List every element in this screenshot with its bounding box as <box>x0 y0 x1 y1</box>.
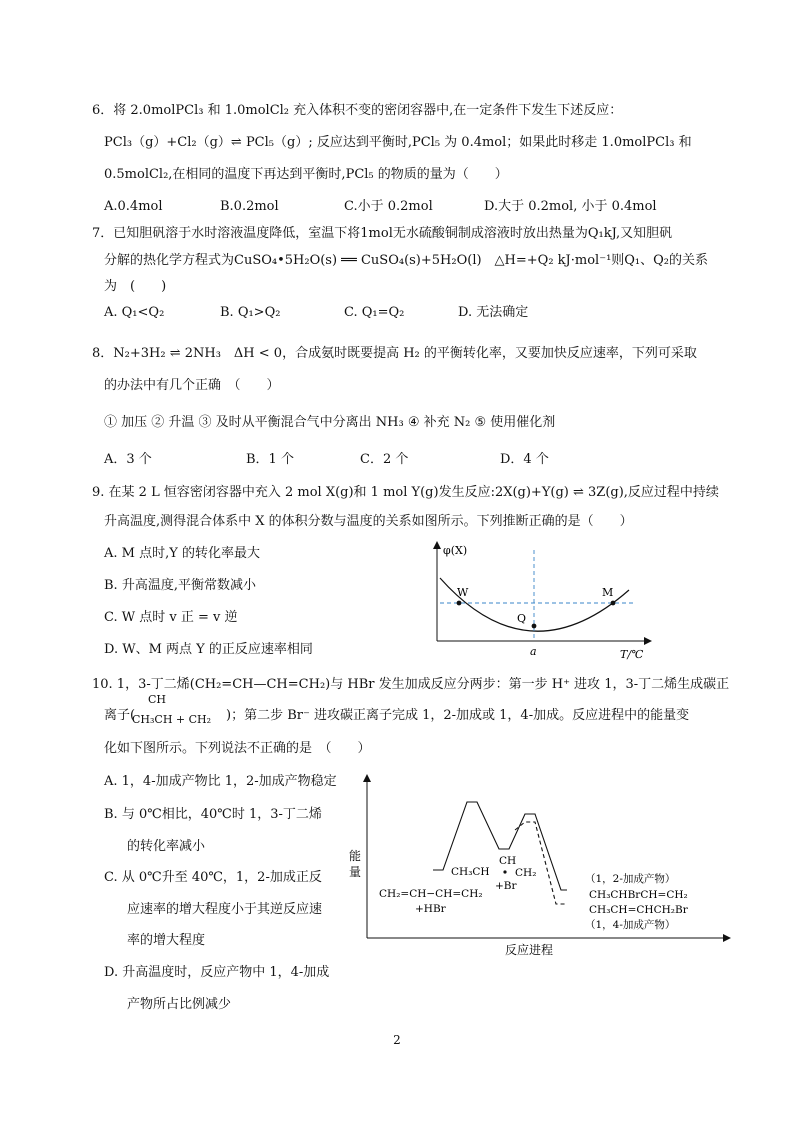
intermediate-right: CH₂ <box>515 867 537 879</box>
q10-line2-end: )；第二步 Br⁻ 进攻碳正离子完成 1，2-加成或 1，4-加成。反应进程中的能量变 <box>226 708 690 723</box>
q9-option-b: B. 升高温度,平衡常数减小 <box>104 578 256 593</box>
x-tick-a: a <box>530 645 537 658</box>
q6-option-c: C.小于 0.2mol <box>344 199 433 214</box>
q7-option-d: D. 无法确定 <box>458 305 529 320</box>
point-m <box>611 601 616 606</box>
intermediate-br: +Br <box>495 880 517 892</box>
intermediate-top: CH <box>499 855 517 867</box>
q10-line1: 10. 1，3-丁二烯(CH₂=CH—CH=CH₂)与 HBr 发生加成反应分两步：第一步 H⁺ 进攻 1，3-丁二烯生成碳正 <box>92 677 730 692</box>
q9-option-c: C. W 点时 v 正 = v 逆 <box>104 610 238 625</box>
q10-option-c-line1: C. 从 0℃升至 40℃，1，2-加成正反 <box>104 870 322 885</box>
x-axis-label: T/℃ <box>620 648 644 661</box>
phi-curve <box>440 578 629 631</box>
q10-option-b-line1: B. 与 0℃相比，40℃时 1，3-丁二烯 <box>104 807 322 822</box>
cation-top: CH <box>148 693 167 706</box>
energy-profile-dashed <box>515 822 567 904</box>
q8-line1: 8．N₂+3H₂ ⇌ 2NH₃ ΔH < 0，合成氨时既要提高 H₂ 的平衡转化率，又要加快反应速率，下列可采取 <box>92 346 697 361</box>
q7-option-b: B. Q₁>Q₂ <box>220 305 281 320</box>
point-w-label: W <box>457 586 469 599</box>
q6-option-b: B.0.2mol <box>220 199 279 214</box>
q6-line3: 0.5molCl₂,在相同的温度下再达到平衡时,PCl₅ 的物质的量为（ ） <box>104 167 508 182</box>
q10-option-d-line1: D. 升高温度时，反应产物中 1，4-加成 <box>104 965 330 980</box>
q8-line3: ① 加压 ② 升温 ③ 及时从平衡混合气中分离出 NH₃ ④ 补充 N₂ ⑤ 使用催化剂 <box>104 415 556 430</box>
q10-option-b-line2: 的转化率减小 <box>127 839 206 854</box>
product-12-formula: CH₃CHBrCH=CH₂ <box>589 889 688 901</box>
point-w <box>457 601 462 606</box>
q8-option-d: D．4 个 <box>500 452 549 467</box>
cation-bottom: CH₃CH + CH₂ <box>132 713 212 726</box>
q9-line2: 升高温度,测得混合体系中 X 的体积分数与温度的关系如图所示。下列推断正确的是（ ） <box>104 514 633 529</box>
reactant-formula: CH₂=CH−CH=CH₂ <box>379 888 483 900</box>
intermediate-left: CH₃CH <box>451 866 490 878</box>
q6-line1: 6．将 2.0molPCl₃ 和 1.0molCl₂ 充入体积不变的密闭容器中,在一定条件下发生下述反应： <box>92 103 623 118</box>
q7-option-a: A. Q₁<Q₂ <box>104 305 165 320</box>
q6-line2: PCl₃（g）+Cl₂（g）⇌ PCl₅（g）; 反应达到平衡时,PCl₅ 为 0.4mol；如果此时移走 1.0molPCl₃ 和 <box>104 135 692 150</box>
y-axis-label: φ(X) <box>443 544 468 557</box>
product-14-note: （1，4-加成产物） <box>585 919 676 931</box>
q6-option-a: A.0.4mol <box>104 199 163 214</box>
q8-option-a: A．3 个 <box>104 452 152 467</box>
y-axis-label-2: 量 <box>349 865 362 879</box>
product-14-formula: CH₃CH=CHCH₂Br <box>589 904 688 916</box>
x-axis-label: 反应进程 <box>505 943 554 957</box>
point-q-label: Q <box>517 612 527 625</box>
q8-line2: 的办法中有几个正确 （ ） <box>104 378 280 393</box>
q9-line1: 9. 在某 2 L 恒容密闭容器中充入 2 mol X(g)和 1 mol Y(g)发生反应:2X(g)+Y(g) ⇌ 3Z(g),反应过程中持续 <box>92 485 719 500</box>
q10-option-c-line3: 率的增大程度 <box>127 933 206 948</box>
q7-option-c: C. Q₁=Q₂ <box>344 305 405 320</box>
q7-line1: 7．已知胆矾溶于水时溶液温度降低，室温下将1mol无水硫酸铜制成溶液时放出热量为Q₁kJ,又知胆矾 <box>92 226 673 241</box>
q9-option-d: D. W、M 两点 Y 的正反应速率相同 <box>104 642 313 657</box>
q9-graph <box>425 538 655 668</box>
q7-line2: 分解的热化学方程式为CuSO₄•5H₂O(s) ══ CuSO₄(s)+5H₂O(l) △H=+Q₂ kJ·mol⁻¹则Q₁、Q₂的关系 <box>104 253 709 268</box>
q10-option-d-line2: 产物所占比例减少 <box>127 997 232 1012</box>
plus-dot <box>503 870 506 873</box>
y-axis-label-1: 能 <box>349 849 362 863</box>
q10-option-c-line2: 应速率的增大程度小于其逆反应速 <box>127 902 323 917</box>
q10-line3: 化如下图所示。下列说法不正确的是 （ ） <box>104 741 371 756</box>
q7-line3: 为 ( ) <box>104 279 167 294</box>
product-12-note: （1，2-加成产物） <box>585 873 676 885</box>
point-m-label: M <box>602 586 614 599</box>
q10-option-a: A. 1，4-加成产物比 1，2-加成产物稳定 <box>104 774 337 789</box>
page-number: 2 <box>393 1033 401 1047</box>
q10-line2-start: 离子( <box>104 708 136 723</box>
q8-option-b: B．1 个 <box>246 452 294 467</box>
q8-option-c: C．2 个 <box>360 452 409 467</box>
q10-energy-diagram <box>345 772 735 962</box>
q6-option-d: D.大于 0.2mol, 小于 0.4mol <box>484 199 657 214</box>
q9-option-a: A. M 点时,Y 的转化率最大 <box>104 546 260 561</box>
reactant-hbr: +HBr <box>415 903 446 915</box>
point-q <box>532 624 537 629</box>
